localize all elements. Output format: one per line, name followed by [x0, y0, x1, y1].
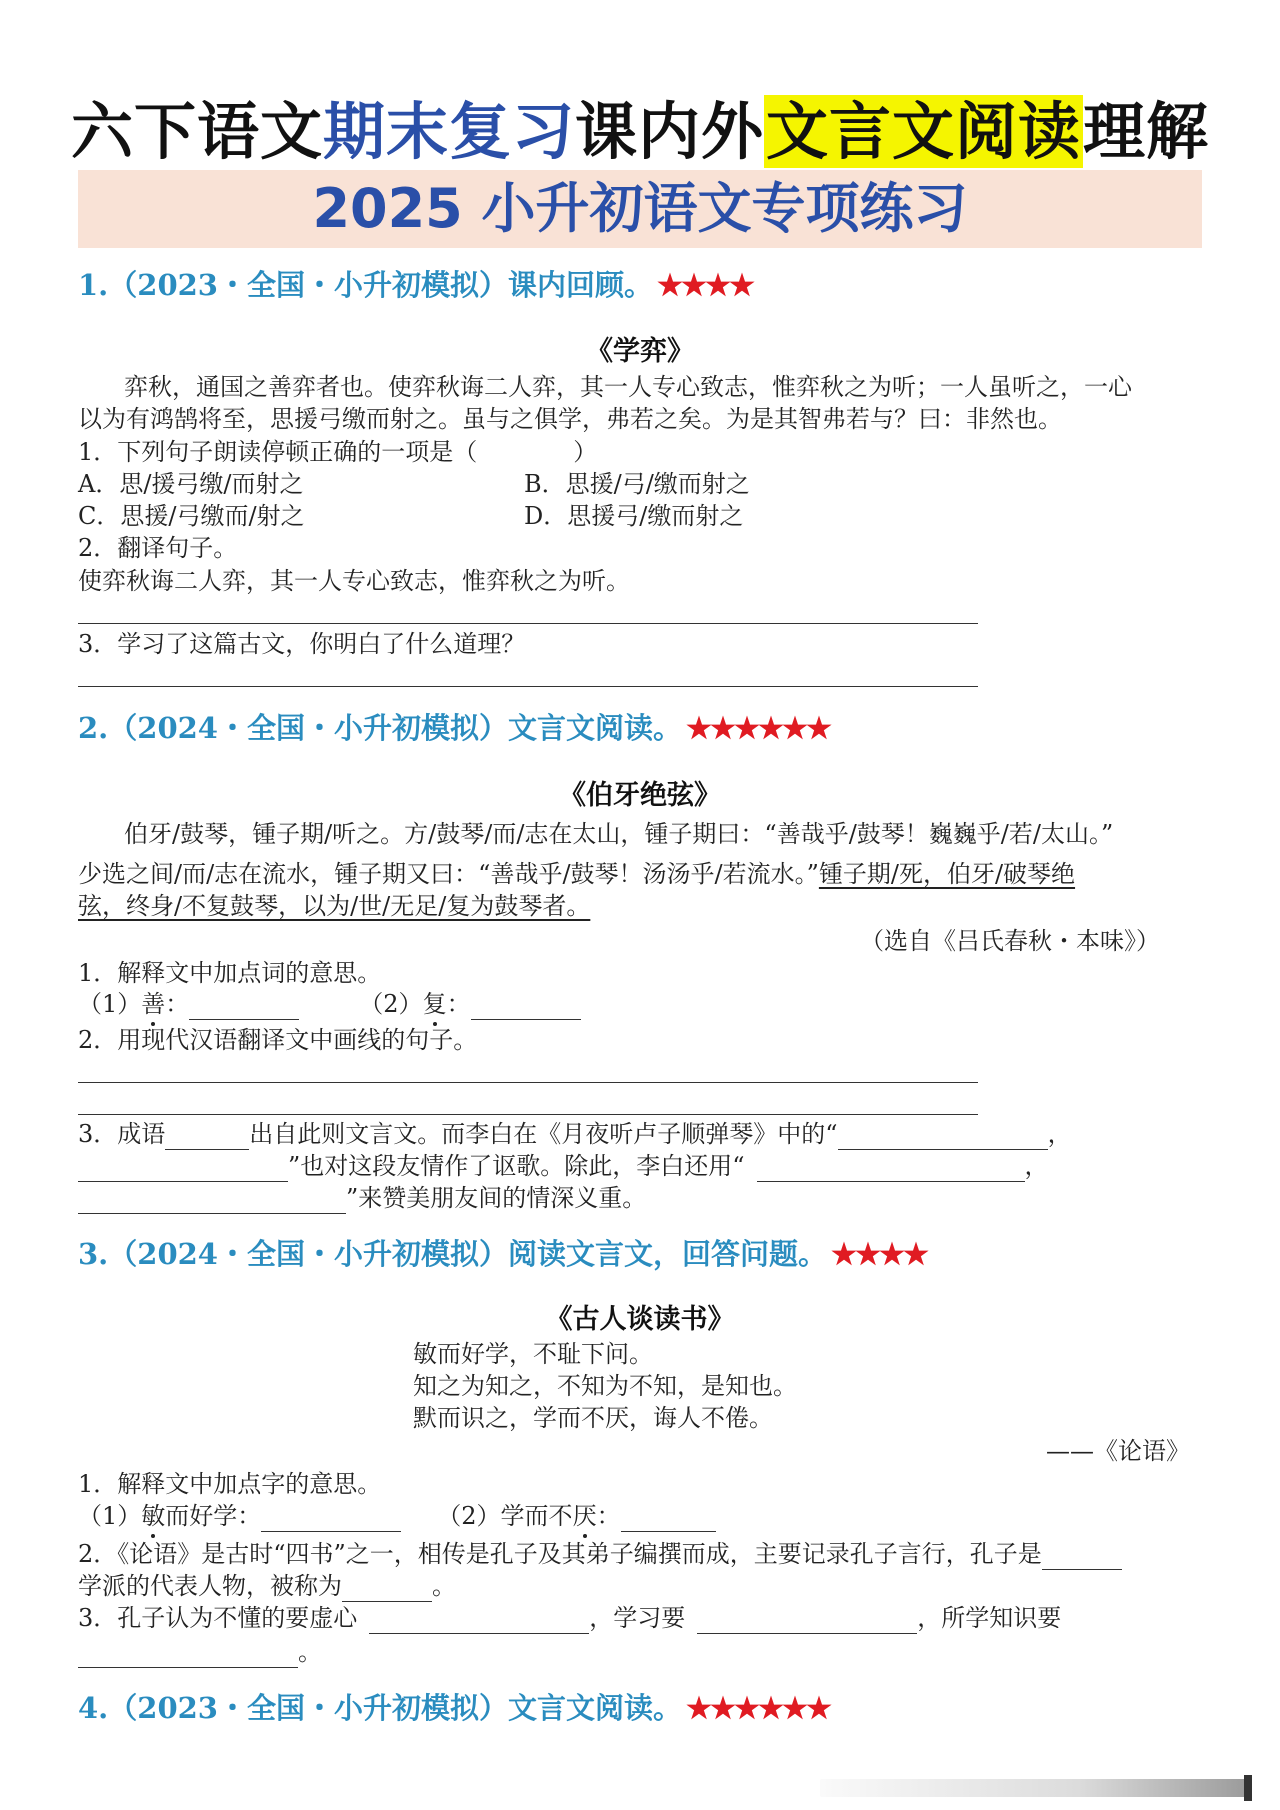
section-3-question-2-line-2 [78, 1570, 456, 1602]
section-2-passage-line-3 [78, 890, 590, 922]
title-part-2: 期末复习 [322, 95, 575, 168]
section-3-heading-text: 3.（2024・全国・小升初模拟）阅读文言文，回答问题。 [78, 1237, 827, 1271]
section-1-option-d: D．思援弓/缴而射之 [524, 502, 744, 530]
section-2-passage-line-1: 伯牙/鼓琴，锺子期/听之。方/鼓琴/而/志在太山，锺子期曰：“善哉乎/鼓琴！巍巍乎/若/太山。” [124, 820, 1114, 848]
horizontal-scrollbar[interactable] [820, 1779, 1250, 1797]
page-title [0, 92, 1280, 172]
section-4-stars: ★★★★★★ [686, 1691, 830, 1725]
section-1-passage-line-2: 以为有鸿鹄将至，思援弓缴而射之。虽与之俱学，弗若之矣。为是其智弗若与？曰：非然也。 [78, 405, 1062, 433]
section-2-passage-line-2-text: 少选之间/而/志在流水，锺子期又曰：“善哉乎/鼓琴！汤汤乎/若流水。” [78, 860, 819, 888]
answer-blank[interactable] [189, 993, 299, 1020]
section-1-stars: ★★★★ [657, 268, 753, 302]
section-1-option-b: B．思援/弓/缴而射之 [524, 470, 750, 498]
q2-text-b: 学派的代表人物，被称为 [78, 1572, 342, 1600]
title-part-5: 理解 [1083, 95, 1210, 168]
section-1-question-3: 3．学习了这篇古文，你明白了什么道理？ [78, 630, 526, 658]
title-part-3: 课内外 [574, 95, 764, 168]
q3-text-b: ，学习要 [589, 1604, 686, 1632]
section-2-passage-line-2 [78, 858, 1075, 890]
q3-text-d: 。 [298, 1638, 322, 1666]
q2-text-a: 2．《论语》是古时“四书”之一，相传是孔子及其弟子编撰而成，主要记录孔子言行，孔子是 [78, 1540, 1042, 1568]
section-3-source: ——《论语》 [1046, 1437, 1190, 1465]
section-1-heading-text: 1.（2023・全国・小升初模拟）课内回顾。 [78, 268, 653, 302]
section-2-question-3-line-1 [78, 1118, 1072, 1150]
section-1-option-a: A．思/援弓缴/而射之 [78, 470, 304, 498]
section-4-heading-text: 4.（2023・全国・小升初模拟）文言文阅读。 [78, 1691, 682, 1725]
answer-blank[interactable] [261, 1505, 401, 1532]
answer-blank[interactable] [697, 1607, 917, 1634]
subtitle-banner: 2025 小升初语文专项练习 [78, 170, 1202, 248]
answer-blank[interactable] [838, 1123, 1048, 1150]
underlined-sentence-part-1: 锺子期/死，伯牙/破琴绝 [818, 860, 1076, 888]
scrollbar-thumb-end[interactable] [1244, 1775, 1252, 1801]
answer-blank[interactable] [78, 1187, 346, 1214]
q2-text-c: 。 [432, 1572, 456, 1600]
section-2-source: （选自《吕氏春秋・本味》） [860, 927, 1160, 955]
section-3-question-1: 1．解释文中加点字的意思。 [78, 1470, 382, 1498]
answer-line[interactable] [78, 686, 978, 687]
q1b-colon: ： [446, 990, 471, 1018]
q1b-colon: ： [596, 1502, 621, 1530]
section-2-question-1: 1．解释文中加点词的意思。 [78, 959, 382, 987]
section-1-heading [78, 265, 753, 305]
section-1-passage-line-1: 弈秋，通国之善弈者也。使弈秋诲二人弈，其一人专心致志，惟弈秋之为听；一人虽听之，一心 [124, 373, 1132, 401]
section-2-question-2: 2．用现代汉语翻译文中画线的句子。 [78, 1026, 478, 1054]
q3-text-e: ， [1024, 1152, 1049, 1180]
section-2-stars: ★★★★★★ [686, 711, 830, 745]
answer-line[interactable] [78, 1114, 978, 1115]
section-3-question-2-line-1 [78, 1538, 1122, 1570]
section-3-passage-line-1: 敏而好学，不耻下问。 [413, 1340, 653, 1368]
section-3-heading [78, 1234, 927, 1274]
q3-text-a: 3．成语 [78, 1120, 166, 1148]
answer-blank[interactable] [757, 1155, 1025, 1182]
dotted-character: 善 [141, 990, 166, 1018]
q3-text-c: ， [1047, 1120, 1072, 1148]
answer-line[interactable] [78, 623, 978, 624]
q3-text-b: 出自此则文言文。而李白在《月夜听卢子顺弹琴》中的“ [249, 1120, 838, 1148]
q1a-rest: 而好学： [165, 1502, 262, 1530]
section-1-question-2-sentence: 使弈秋诲二人弈，其一人专心致志，惟弈秋之为听。 [78, 567, 630, 595]
section-1-option-c: C．思援/弓缴而/射之 [78, 502, 305, 530]
section-3-question-3-line-2 [78, 1636, 322, 1668]
q1b-prefix: （2）学而不 [437, 1502, 573, 1530]
section-3-question-1-blanks [78, 1500, 716, 1532]
section-3-passage-title: 《古人谈读书》 [545, 1304, 735, 1335]
q3-text-c: ，所学知识要 [917, 1604, 1062, 1632]
answer-blank[interactable] [165, 1123, 249, 1150]
q1b-prefix: （2） [359, 990, 423, 1018]
section-3-passage-line-2: 知之为知之，不知为不知，是知也。 [413, 1372, 797, 1400]
section-3-stars: ★★★★ [831, 1237, 927, 1271]
section-2-question-3-line-2 [78, 1150, 1049, 1182]
answer-blank[interactable] [78, 1641, 298, 1668]
section-2-passage-title: 《伯牙绝弦》 [559, 780, 721, 811]
section-2-heading-text: 2.（2024・全国・小升初模拟）文言文阅读。 [78, 711, 682, 745]
dotted-character: 厌 [572, 1502, 597, 1530]
section-3-passage-line-3: 默而识之，学而不厌，诲人不倦。 [413, 1404, 773, 1432]
answer-blank[interactable] [78, 1155, 288, 1182]
q1a-prefix: （1） [78, 990, 142, 1018]
answer-blank[interactable] [369, 1607, 589, 1634]
answer-blank[interactable] [621, 1505, 716, 1532]
q3-text-f: ”来赞美朋友间的情深义重。 [346, 1184, 647, 1212]
section-2-question-1-blanks [78, 988, 581, 1020]
section-1-passage-title: 《学弈》 [586, 336, 694, 367]
dotted-character: 复 [422, 990, 447, 1018]
section-2-heading [78, 708, 830, 748]
q1a-prefix: （1） [78, 1502, 142, 1530]
answer-line[interactable] [78, 1082, 978, 1083]
title-part-4: 文言文阅读 [766, 95, 1082, 168]
q3-text-a: 3．孔子认为不懂的要虚心 [78, 1604, 358, 1632]
answer-blank[interactable] [342, 1575, 432, 1602]
dotted-character: 敏 [141, 1502, 166, 1530]
title-part-1: 六下语文 [70, 95, 323, 168]
answer-blank[interactable] [1042, 1543, 1122, 1570]
section-2-question-3-line-3 [78, 1182, 646, 1214]
section-1-question-1: 1．下列句子朗读停顿正确的一项是（ ） [78, 438, 598, 466]
q1a-colon: ： [165, 990, 190, 1018]
underlined-sentence-part-2: 弦，终身/不复鼓琴，以为/世/无足/复为鼓琴者。 [78, 892, 591, 920]
answer-blank[interactable] [471, 993, 581, 1020]
section-3-question-3-line-1 [78, 1602, 1061, 1634]
section-4-heading [78, 1688, 830, 1728]
section-1-question-2: 2．翻译句子。 [78, 534, 238, 562]
q3-text-d: ”也对这段友情作了讴歌。除此，李白还用“ [288, 1152, 745, 1180]
